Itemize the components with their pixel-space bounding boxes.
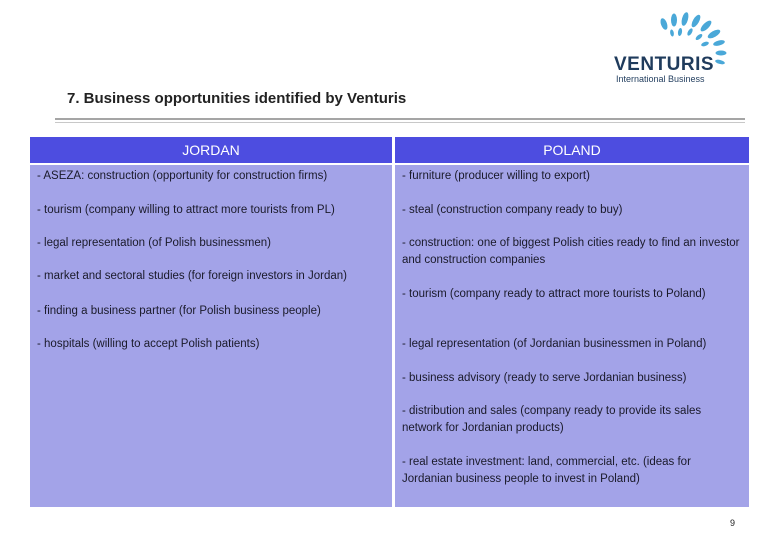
logo-wordmark: VENTURIS — [614, 54, 715, 75]
poland-item-legal: - legal representation (of Jordanian businessmen in Poland) — [402, 338, 707, 350]
page-number: 9 — [730, 518, 736, 528]
poland-item-real-estate: - real estate investment: land, commercial, etc. (ideas for Jordanian business people to invest in Poland) — [402, 456, 691, 485]
poland-item-construction: - construction: one of biggest Polish cities ready to find an investor and construction companies — [402, 237, 740, 266]
jordan-item-market-studies: - market and sectoral studies (for foreign investors in Jordan) — [37, 270, 347, 282]
logo-tagline: International Business — [616, 74, 705, 84]
slide-title: 7. Business opportunities identified by Venturis — [67, 90, 407, 107]
title-divider — [55, 118, 745, 120]
jordan-item-aseza: - ASEZA: construction (opportunity for construction firms) — [37, 170, 328, 182]
jordan-item-hospitals: - hospitals (willing to accept Polish patients) — [37, 338, 260, 350]
poland-item-tourism: - tourism (company ready to attract more tourists to Poland) — [402, 288, 706, 300]
jordan-item-tourism: - tourism (company willing to attract more tourists from PL) — [37, 204, 335, 216]
poland-item-furniture: - furniture (producer willing to export) — [402, 170, 590, 182]
title-divider-thin — [55, 122, 745, 123]
jordan-item-business-partner: - finding a business partner (for Polish business people) — [37, 305, 321, 317]
jordan-column-header: JORDAN — [30, 137, 392, 163]
poland-item-steal: - steal (construction company ready to buy) — [402, 204, 623, 216]
poland-column-header: POLAND — [395, 137, 749, 163]
poland-item-distribution: - distribution and sales (company ready to provide its sales network for Jordanian products) — [402, 405, 702, 434]
venturis-logo — [600, 8, 750, 88]
jordan-item-legal: - legal representation (of Polish businessmen) — [37, 237, 271, 249]
poland-item-business-advisory: - business advisory (ready to serve Jordanian business) — [402, 372, 687, 384]
